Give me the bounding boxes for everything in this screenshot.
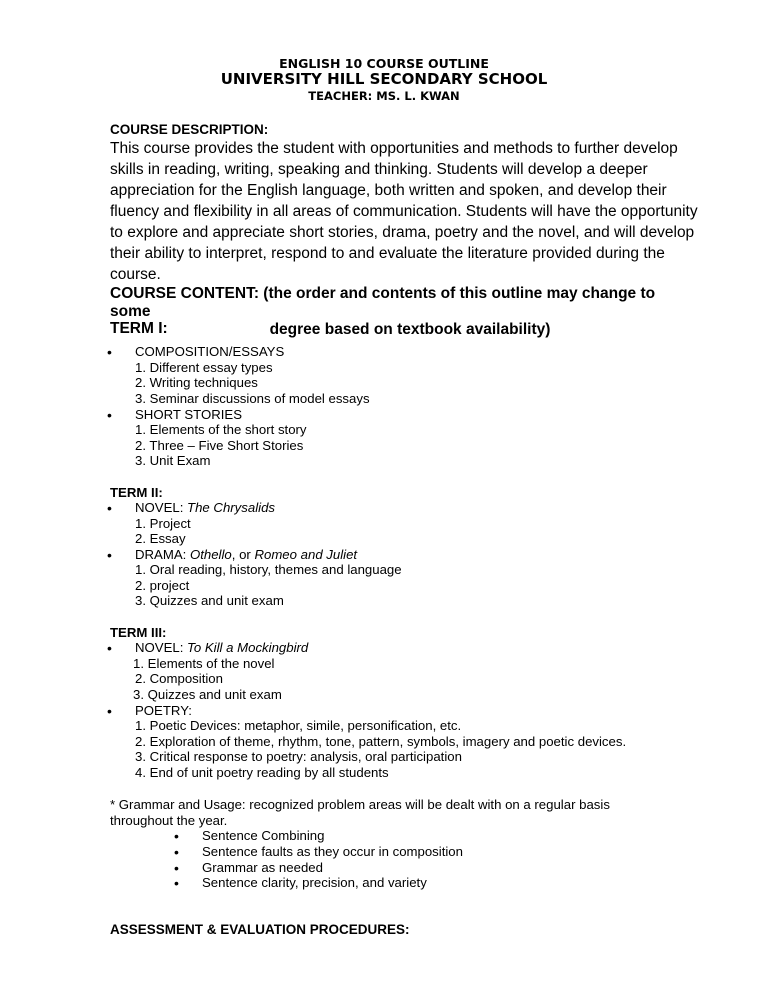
list-item: 1. Project [135, 516, 191, 531]
term-1-bullet-short-stories: • SHORT STORIES [135, 407, 242, 422]
drama-or: , or [231, 547, 255, 562]
list-item: 2. project [135, 578, 190, 593]
term-2-label: TERM II: [110, 485, 163, 500]
description-line: This course provides the student with opportunities and methods to further develop [110, 140, 678, 157]
grammar-note-line1: * Grammar and Usage: recognized problem areas will be dealt with on a regular basis [110, 797, 610, 812]
list-item: 2. Composition [135, 671, 223, 686]
term-1-bullet-composition: • COMPOSITION/ESSAYS [135, 344, 284, 359]
drama-label: DRAMA: [135, 547, 190, 562]
list-item: 2. Three – Five Short Stories [135, 438, 304, 453]
drama-title-romeo: Romeo and Juliet [254, 547, 358, 562]
list-item: 1. Poetic Devices: metaphor, simile, personification, etc. [135, 718, 462, 733]
list-item: • Sentence clarity, precision, and variety [202, 875, 427, 890]
list-item: 3. Critical response to poetry: analysis, oral participation [135, 749, 462, 764]
description-line: skills in reading, writing, speaking and thinking. Students will develop a deeper [110, 161, 648, 178]
term-3-bullet-poetry: • POETRY: [135, 703, 192, 718]
novel-label: NOVEL: [135, 640, 188, 655]
list-item: • Sentence Combining [202, 828, 324, 843]
list-item: • Grammar as needed [202, 860, 323, 875]
grammar-note-line2: throughout the year. [110, 813, 228, 828]
course-description-text [110, 138, 698, 285]
course-title: ENGLISH 10 COURSE OUTLINE [279, 56, 489, 71]
list-item: 1. Oral reading, history, themes and language [135, 562, 402, 577]
assessment-label: ASSESSMENT & EVALUATION PROCEDURES: [110, 922, 410, 937]
novel-title: To Kill a Mockingbird [187, 640, 309, 655]
drama-title-othello: Othello [189, 547, 232, 562]
novel-label: NOVEL: [135, 500, 188, 515]
term-3-label: TERM III: [110, 625, 167, 640]
list-item: 1. Different essay types [135, 360, 273, 375]
description-line: their ability to interpret, respond to and evaluate the literature provided during the [110, 245, 665, 262]
description-line: appreciation for the English language, both written and spoken, and develop their [110, 182, 667, 199]
term-1-label: TERM I: [110, 320, 168, 337]
course-description-label: COURSE DESCRIPTION: [110, 122, 269, 137]
list-item: 3. Seminar discussions of model essays [135, 391, 370, 406]
list-item: 3. Unit Exam [135, 453, 211, 468]
list-item: 1. Elements of the novel [133, 656, 275, 671]
novel-title: The Chrysalids [187, 500, 275, 515]
list-item: 1. Elements of the short story [135, 422, 307, 437]
course-content-heading [110, 285, 670, 339]
term-2-bullet-novel [135, 500, 275, 515]
term-2-bullet-drama [135, 547, 357, 562]
description-line: fluency and flexibility in all areas of communication. Students will have the opportunity [110, 203, 698, 220]
list-item: 4. End of unit poetry reading by all students [135, 765, 389, 780]
list-item: 2. Essay [135, 531, 186, 546]
teacher-name: TEACHER: MS. L. KWAN [308, 89, 460, 103]
description-line: to explore and appreciate short stories, drama, poetry and the novel, and will develop [110, 224, 695, 241]
list-item: 2. Writing techniques [135, 375, 258, 390]
list-item: 3. Quizzes and unit exam [133, 687, 282, 702]
list-item: 2. Exploration of theme, rhythm, tone, pattern, symbols, imagery and poetic devices. [135, 734, 627, 749]
term-3-bullet-novel [135, 640, 308, 655]
school-name: UNIVERSITY HILL SECONDARY SCHOOL [220, 70, 548, 88]
list-item: • Sentence faults as they occur in composition [202, 844, 463, 859]
course-content-heading-line1: COURSE CONTENT: (the order and contents of this outline may change to some [110, 285, 656, 320]
description-line: course. [110, 266, 161, 283]
list-item: 3. Quizzes and unit exam [135, 593, 284, 608]
course-content-heading-line2: degree based on textbook availability) [269, 321, 551, 338]
